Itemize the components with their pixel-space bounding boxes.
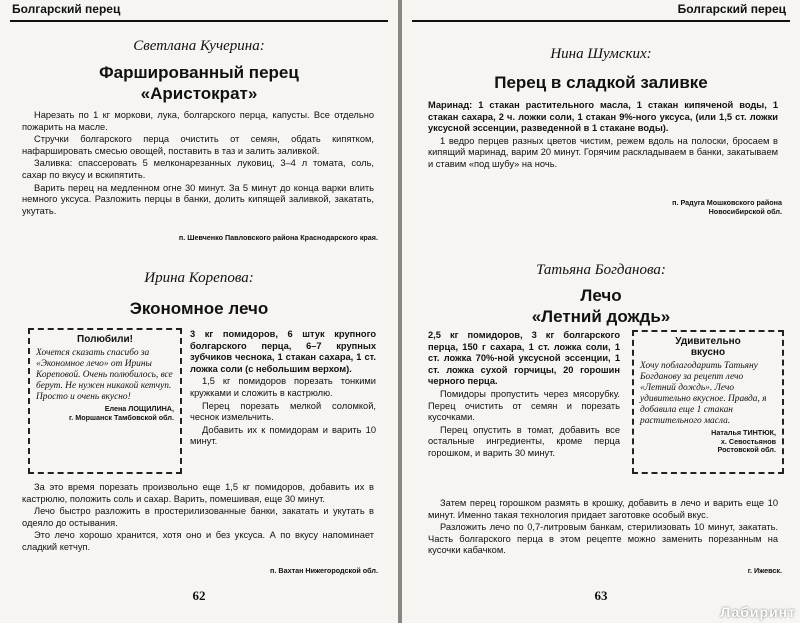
recipe-body	[22, 482, 374, 555]
paragraph: Затем перец горошком размять в крошку, добавить в лечо и варить еще 10 минут. Именно такая технология придает заготовке особый вкус.	[428, 498, 778, 520]
paragraph: Нарезать по 1 кг моркови, лука, болгарского перца, капусты. Все отдельно пожарить на масле.	[22, 110, 374, 132]
recipe-source: п. Вахтан Нижегородской обл.	[270, 566, 378, 575]
callout-text: Хочу поблагодарить Татьяну Богданову за рецепт лечо «Летний дождь». Лечо удивительно вкусное. Правда, я добавила еще 1 стакан растительного масла.	[640, 361, 767, 426]
paragraph: Добавить их к помидорам и варить 10 минут.	[190, 424, 376, 447]
recipe-title	[402, 285, 800, 327]
paragraph: Лечо быстро разложить в простерилизованные банки, закатать и укутать в одеяло до остывания.	[22, 506, 374, 528]
recipe-title: Перец в сладкой заливке	[494, 73, 708, 92]
page-header-right: Болгарский перец	[677, 2, 786, 16]
paragraph: Перец опустить в томат, добавить все остальные ингредиенты, кроме перца горошком, и варить 30 минут.	[428, 424, 620, 458]
paragraph: За это время порезать произвольно еще 1,5 кг помидоров, добавить их в кастрюлю, положить соль и сахар. Варить, помешивая, еще 30 минут.	[22, 482, 374, 504]
callout-title	[640, 336, 776, 358]
recipe-title-line: «Аристократ»	[140, 84, 258, 103]
reader-callout	[28, 328, 182, 474]
recipe-source: п. Шевченко Павловского района Краснодарского края.	[178, 233, 378, 242]
recipe-title-line: «Летний дождь»	[531, 307, 671, 326]
recipe-body	[190, 329, 376, 449]
header-rule-left	[10, 20, 388, 22]
callout-signature-name: Наталья ТИНТЮК,	[711, 428, 776, 437]
paragraph: Это лечо хорошо хранится, хотя оно и без уксуса. А по вкусу напоминает сладкий кетчуп.	[22, 530, 374, 552]
paragraph: Разложить лечо по 0,7-литровым банкам, стерилизовать 10 минут, закатать. Часть болгарского перца в этом рецепте можно заменить порезанным на кусочки кабачком.	[428, 522, 778, 556]
recipe-title-line: Фаршированный перец	[99, 63, 299, 82]
paragraph: Стручки болгарского перца очистить от семян, обдать кипятком, нафаршировать смесью овощей, поставить в таз и залить заливкой.	[22, 134, 374, 156]
recipe-author: Ирина Корепова:	[144, 270, 254, 286]
callout-signature	[36, 405, 174, 422]
watermark-logo: Лабиринт	[720, 604, 796, 620]
callout-signature-place: х. Севостьянов	[720, 436, 776, 446]
recipe-body	[428, 100, 778, 172]
recipe-title-line: Лечо	[580, 286, 622, 305]
callout-signature-place: Ростовской обл.	[717, 445, 776, 455]
page-number: 62	[192, 588, 206, 603]
marinade: Маринад: 1 стакан растительного масла, 1 стакан кипяченой воды, 1 стакан сахара, 2 ч. ложки соли, 1 стакан 9%-ного уксуса, (или 1,5 ст. ложки уксусной эссенции, разведенной в 1 стакане воды).	[428, 100, 778, 134]
callout-signature-name: Елена ЛОЩИЛИНА,	[104, 404, 174, 413]
callout-signature-place: г. Моршанск Тамбовской обл.	[69, 412, 174, 422]
recipe-author: Светлана Кучерина:	[133, 38, 265, 54]
source-line: Новосибирской обл.	[708, 207, 782, 216]
header-rule-right	[412, 20, 790, 22]
paragraph: Варить перец на медленном огне 30 минут. За 5 минут до конца варки влить немного уксуса. Разложить перцы в банки, долить кипящей заливкой, закатать, укутать.	[22, 182, 374, 216]
recipe-source	[482, 198, 782, 216]
recipe-body	[428, 330, 620, 461]
callout-title-line: вкусно	[690, 347, 726, 358]
page-header-left: Болгарский перец	[12, 2, 121, 16]
recipe-title	[0, 62, 398, 104]
recipe-body	[428, 498, 778, 558]
ingredients: 2,5 кг помидоров, 3 кг болгарского перца, 150 г сахара, 1 ст. ложка соли, 1 ст. ложка 70%-ной уксусной эссенции, 1 ст. ложка сухой горчицы, 20 горошин черного перца.	[428, 330, 620, 387]
reader-callout	[632, 330, 784, 474]
recipe-title: Экономное лечо	[129, 299, 269, 318]
paragraph: Заливка: спассеровать 5 мелконарезанных луковиц, 3–4 л томата, соль, сахар по вкусу и вскипятить.	[22, 158, 374, 180]
paragraph: 1,5 кг помидоров порезать тонкими кружками и сложить в кастрюлю.	[190, 376, 376, 398]
right-page	[402, 0, 800, 623]
callout-title: Полюбили!	[77, 334, 133, 345]
source-line: п. Радуга Мошковского района	[672, 198, 782, 207]
callout-title-line: Удивительно	[675, 336, 741, 347]
ingredients: 3 кг помидоров, 6 штук крупного болгарского перца, 6–7 крупных зубчиков чеснока, 1 стакан сахара, 1 ст. ложка соли (с небольшим верхом).	[190, 329, 376, 374]
paragraph: 1 ведро перцев разных цветов чистим, режем вдоль на полоски, бросаем в кипящий маринад, варим 20 минут. Горячим раскладываем в банки, закатываем и ставим «под шубу» на ночь.	[428, 135, 778, 169]
recipe-author: Татьяна Богданова:	[536, 262, 666, 278]
callout-text: Хочется сказать спасибо за «Экономное лечо» от Ирины Кореповой. Очень полюбилось, все берут. Не нужен никакой кетчуп. Просто и очень вкусно!	[36, 348, 173, 402]
page-number: 63	[594, 588, 608, 603]
paragraph: Перец порезать мелкой соломкой, чеснок измельчить.	[190, 400, 376, 423]
paragraph: Помидоры пропустить через мясорубку. Перец очистить от семян и порезать кусочками.	[428, 388, 620, 423]
callout-signature	[640, 429, 776, 455]
left-page	[0, 0, 398, 623]
recipe-author: Нина Шумских:	[550, 46, 652, 62]
recipe-source: г. Ижевск.	[747, 566, 782, 575]
recipe-body	[22, 110, 374, 218]
